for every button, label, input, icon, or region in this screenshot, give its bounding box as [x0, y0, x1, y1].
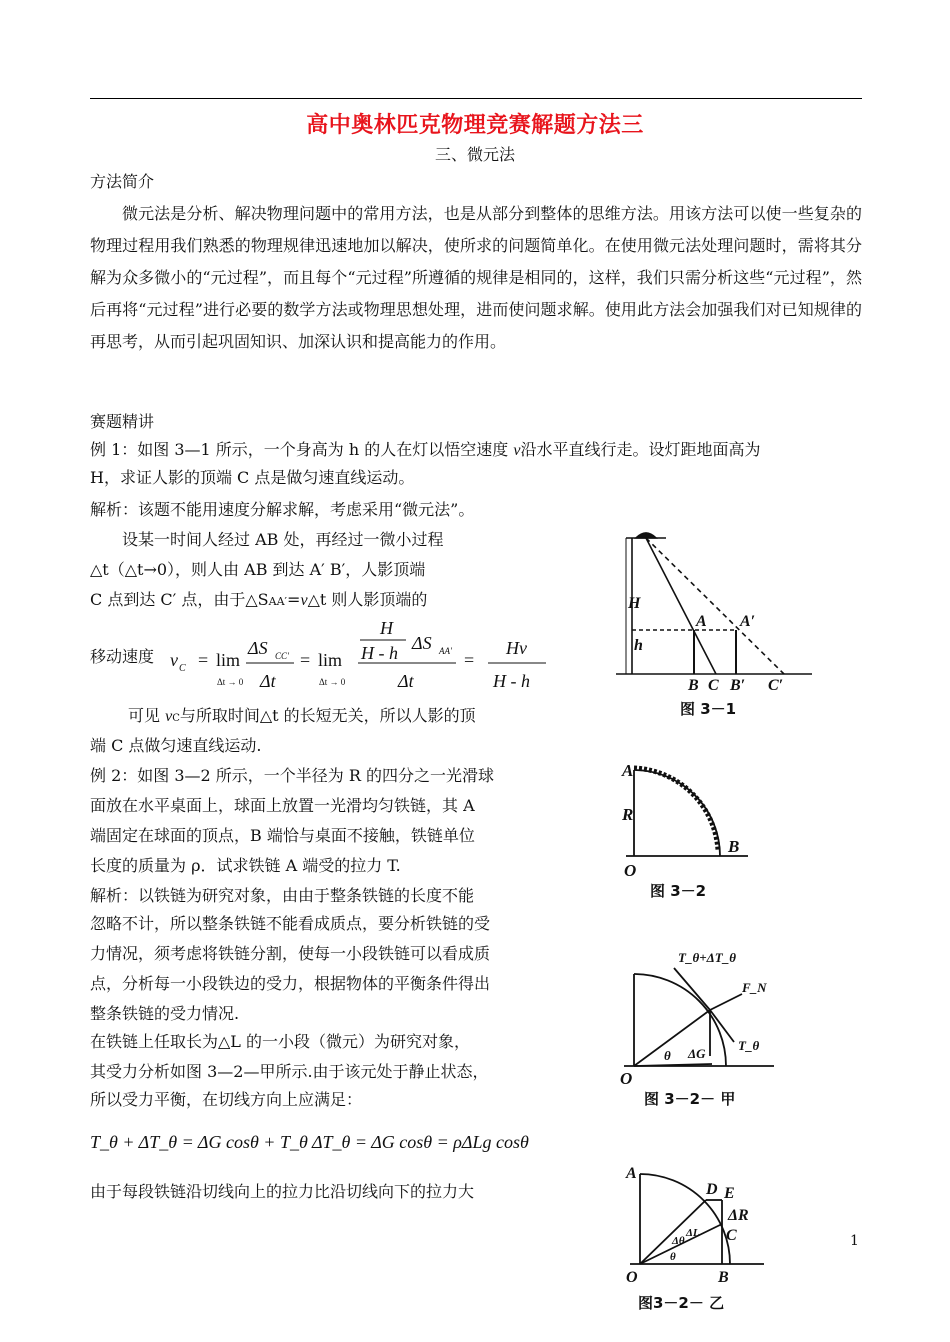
svg-text:lim: lim — [318, 650, 343, 670]
svg-text:C′: C′ — [768, 677, 784, 694]
svg-text:ΔG: ΔG — [688, 1046, 706, 1061]
formula-vc: v — [170, 650, 178, 670]
svg-text:Hv: Hv — [506, 638, 527, 658]
svg-text:ΔR: ΔR — [728, 1207, 749, 1224]
intro-heading: 方法简介 — [90, 172, 155, 191]
example1-step3: C 点到达 C′ 点，由于△SAA′=v△t 则人影顶端的 — [90, 590, 428, 609]
svg-text:B′: B′ — [730, 677, 746, 694]
svg-text:图 3－2－ 甲: 图 3－2－ 甲 — [644, 1090, 736, 1108]
svg-text:T_θ: T_θ — [738, 1038, 760, 1053]
svg-text:θ: θ — [664, 1048, 671, 1063]
svg-text:C: C — [708, 677, 719, 694]
svg-text:D: D — [706, 1181, 718, 1198]
page-subtitle: 三、微元法 — [434, 145, 515, 164]
example2-line: 例 2：如图 3—2 所示，一个半径为 R 的四分之一光滑球 — [90, 766, 495, 785]
intro-paragraph: 微元法是分析、解决物理问题中的常用方法，也是从部分到整体的思维方法。用该方法可以使一些复杂的物理过程用我们熟悉的物理规律迅速地加以解决，使所求的问题简单化。在使用微元法处理问题时，需将其分解为众多微小的“元过程”，而且每个“元过程”所遵循的规律是相同的，这样，我们只需分析这些“元过程”，然后再将“元过程”进行必要的数学方法或物理思想处理，进而使问题求解。使用此方法会加强我们对已知规律的再思考，从而引起巩固知识、加深认识和提高能力的作用。 — [90, 204, 862, 351]
svg-text:H - h: H - h — [361, 643, 398, 663]
example1-analysis: 解析：该题不能用速度分解求解，考虑采用“微元法”。 — [90, 500, 475, 519]
svg-text:Δt → 0: Δt → 0 — [319, 677, 346, 687]
example2-line: 端固定在球面的顶点，B 端恰与桌面不接触，铁链单位 — [90, 826, 475, 845]
svg-text:h: h — [634, 637, 643, 654]
example1-step2: △t（△t→0），则人由 AB 到达 A′ B′，人影顶端 — [90, 560, 426, 579]
svg-text:A: A — [622, 761, 634, 780]
svg-text:T_θ+ΔT_θ: T_θ+ΔT_θ — [678, 950, 736, 965]
example1-conclusion2: 端 C 点做匀速直线运动. — [90, 736, 262, 755]
svg-text:ΔS: ΔS — [412, 633, 432, 653]
example2-line: 解析：以铁链为研究对象，由由于整条铁链的长度不能 — [90, 886, 475, 905]
example2-line: 忽略不计，所以整条铁链不能看成质点，要分析铁链的受 — [90, 914, 491, 933]
svg-text:θ: θ — [670, 1251, 676, 1263]
example2-line: 所以受力平衡，在切线方向上应满足： — [90, 1090, 363, 1109]
example2-line: 整条铁链的受力情况. — [90, 1004, 240, 1023]
svg-text:O: O — [620, 1069, 633, 1088]
example2-line: 在铁链上任取长为△L 的一小段（微元）为研究对象， — [90, 1032, 471, 1051]
svg-text:=: = — [198, 650, 209, 670]
svg-text:O: O — [624, 861, 637, 880]
svg-text:Δt → 0: Δt → 0 — [217, 677, 244, 687]
svg-text:O: O — [626, 1269, 638, 1286]
svg-text:AA′: AA′ — [439, 646, 452, 656]
example2-last-line: 由于每段铁链沿切线向上的拉力比沿切线向下的拉力大 — [90, 1182, 475, 1201]
page-number: 1 — [850, 1233, 859, 1249]
page-title: 高中奥林匹克物理竞赛解题方法三 — [306, 112, 644, 138]
svg-text:A′: A′ — [740, 613, 756, 630]
svg-text:=: = — [300, 650, 311, 670]
example2-line: 其受力分析如图 3—2—甲所示.由于该元处于静止状态， — [90, 1062, 489, 1081]
svg-text:F_N: F_N — [742, 980, 767, 995]
svg-text:Δθ: Δθ — [672, 1235, 685, 1247]
header-rule — [90, 98, 862, 99]
example1-line2: H，求证人影的顶端 C 点是做匀速直线运动。 — [90, 468, 415, 487]
svg-text:B: B — [718, 1269, 729, 1286]
example2-line: 点，分析每一小段铁边的受力，根据物体的平衡条件得出 — [90, 974, 491, 993]
example1-step1: 设某一时间人经过 AB 处，再经过一微小过程 — [122, 530, 444, 549]
svg-text:lim: lim — [216, 650, 241, 670]
figure-3-2-jia — [614, 944, 784, 1114]
svg-text:=: = — [464, 650, 475, 670]
example2-line: 力情况，须考虑将铁链分割，使每一小段铁链可以看成质 — [90, 944, 491, 963]
example1-line1: 例 1：如图 3—1 所示，一个身高为 h 的人在灯以悟空速度 v沿水平直线行走。设灯距地面高为 — [90, 440, 761, 459]
svg-text:C: C — [726, 1227, 737, 1244]
example2-line: 长度的质量为 ρ．试求铁链 A 端受的拉力 T. — [90, 856, 401, 875]
svg-text:A: A — [696, 613, 707, 630]
svg-text:Δt: Δt — [260, 671, 276, 691]
example2-line: 面放在水平桌面上，球面上放置一光滑均匀铁链，其 A — [90, 796, 475, 815]
velocity-formula — [160, 614, 560, 698]
svg-text:H: H — [628, 595, 641, 612]
svg-text:图 3－2: 图 3－2 — [650, 882, 707, 900]
svg-text:E: E — [724, 1185, 735, 1202]
figure-3-2-yi — [614, 1160, 784, 1338]
figure-3-2 — [618, 758, 758, 904]
example1-conclusion1: 可见 vC与所取时间△t 的长短无关，所以人影的顶 — [128, 706, 476, 725]
example1-step4: 移动速度 — [90, 647, 155, 666]
figure-3-1 — [606, 526, 822, 720]
section-heading: 赛题精讲 — [90, 412, 155, 431]
svg-text:C: C — [179, 663, 186, 674]
svg-text:H - h: H - h — [493, 671, 530, 691]
svg-text:图 3－1: 图 3－1 — [680, 700, 737, 718]
tangent-equation: T_θ + ΔT_θ = ΔG cosθ + T_θ ΔT_θ = ΔG cosθ = ρΔLg cosθ — [90, 1132, 529, 1152]
svg-text:CC′: CC′ — [275, 651, 289, 661]
svg-text:B: B — [688, 677, 699, 694]
svg-text:H: H — [380, 618, 393, 638]
svg-text:图3－2－ 乙: 图3－2－ 乙 — [638, 1294, 725, 1312]
svg-text:Δt: Δt — [398, 671, 414, 691]
svg-text:A: A — [626, 1165, 637, 1182]
svg-text:R: R — [622, 805, 634, 824]
svg-text:ΔL: ΔL — [686, 1227, 700, 1239]
svg-text:ΔS: ΔS — [248, 638, 268, 658]
svg-text:B: B — [728, 837, 740, 856]
